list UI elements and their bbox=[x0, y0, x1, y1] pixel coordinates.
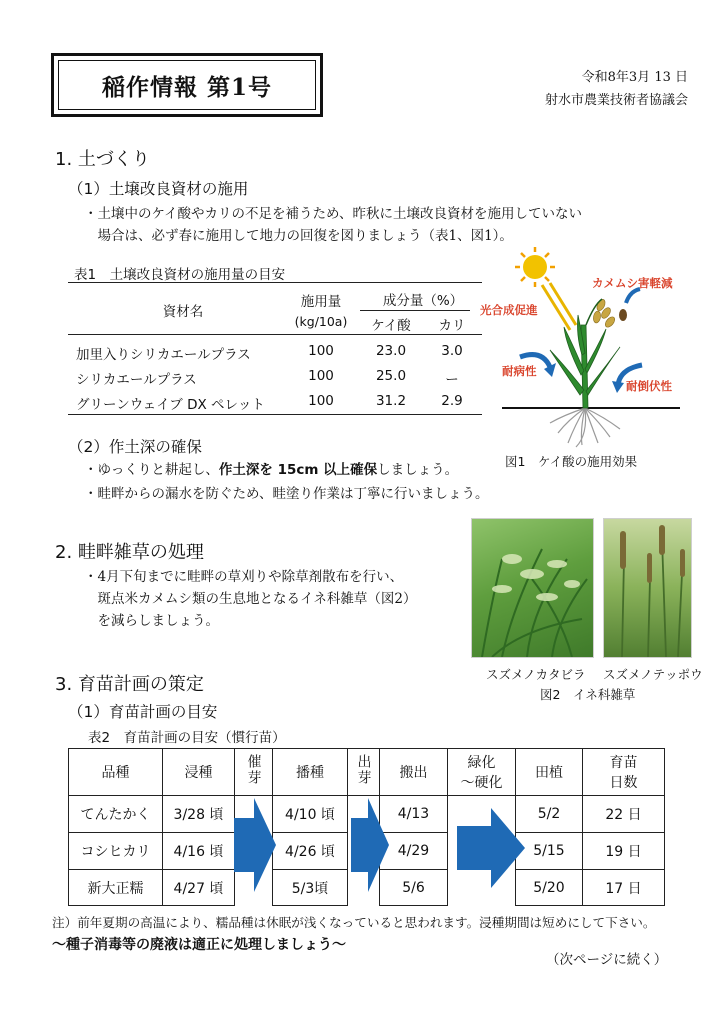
figure-1-caption: 図1 ケイ酸の施用効果 bbox=[505, 454, 638, 469]
table-2-cell-variety: コシヒカリ bbox=[69, 833, 163, 870]
table-2-header-emergence-text: 出芽 bbox=[355, 754, 372, 786]
table-1-header-name: 資材名 bbox=[162, 304, 204, 320]
table-2-header-days-line-1: 育苗 bbox=[609, 755, 638, 771]
label-lodging-resistance: 耐倒伏性 bbox=[626, 379, 672, 393]
weed-photo-annual-bluegrass bbox=[471, 518, 594, 658]
section-1-1-heading: （1）土壌改良資材の施用 bbox=[68, 180, 249, 198]
table-1-cell-name: グリーンウェイブ DX ペレット bbox=[76, 397, 265, 413]
section-1-2-heading: （2）作土深の確保 bbox=[68, 438, 202, 456]
section-1-1-line-1: ・土壌中のケイ酸やカリの不足を補うため、昨秋に土壌改良資材を施用していない bbox=[84, 206, 583, 222]
right-arrow-icon bbox=[230, 796, 280, 894]
table-1-cell-silicate: 31.2 bbox=[375, 393, 407, 409]
table-2-header-sowing: 播種 bbox=[273, 749, 348, 796]
section-1-heading: 1. 土づくり bbox=[55, 149, 150, 170]
table-2-header-sprouting bbox=[235, 749, 273, 796]
text-segment: しましょう。 bbox=[377, 462, 459, 478]
section-2-line-1: ・4月下旬までに畦畔の草刈りや除草剤散布を行い、 bbox=[84, 569, 404, 585]
table-2-header-transplant: 田植 bbox=[516, 749, 583, 796]
section-3-1-heading: （1）育苗計画の目安 bbox=[68, 703, 218, 721]
table-1-cell-name: シリカエールプラス bbox=[76, 372, 197, 388]
table-2-cell-moving: 5/6 bbox=[380, 870, 448, 906]
stink-bug-icon bbox=[619, 309, 627, 321]
table-2-header-row bbox=[69, 749, 665, 796]
table-2-cell-soaking: 4/16 頃 bbox=[163, 833, 235, 870]
table-1-cell-amount: 100 bbox=[308, 368, 334, 384]
title-box bbox=[51, 53, 323, 117]
section-1-2-line-2: ・畦畔からの漏水を防ぐため、畦塗り作業は丁寧に行いましょう。 bbox=[84, 486, 489, 502]
table-2-cell-moving: 4/13 bbox=[380, 796, 448, 833]
table-2-header-emergence bbox=[348, 749, 380, 796]
table-2-cell-sowing: 4/26 頃 bbox=[273, 833, 348, 870]
section-2-heading: 2. 畦畔雑草の処理 bbox=[55, 542, 204, 563]
table-1-cell-amount: 100 bbox=[308, 393, 334, 409]
table-2-cell-days: 22 日 bbox=[583, 796, 665, 833]
table-2-header-days-line-2: 日数 bbox=[609, 775, 638, 791]
photo-1-label: スズメノカタビラ bbox=[486, 667, 586, 682]
table-1-rule bbox=[68, 282, 482, 283]
table-2-header-greening-line-1: 緑化 bbox=[467, 755, 496, 771]
table-2-cell-days: 17 日 bbox=[583, 870, 665, 906]
table-1-header-silicate: ケイ酸 bbox=[371, 318, 411, 334]
figure-1 bbox=[480, 245, 700, 450]
section-3-heading: 3. 育苗計画の策定 bbox=[55, 674, 204, 695]
publisher: 射水市農業技術者協議会 bbox=[544, 93, 688, 108]
grass-photo-image bbox=[604, 519, 691, 657]
table-1-caption: 表1 土壌改良資材の施用量の目安 bbox=[74, 267, 286, 283]
emphasis-text: 作土深を 15cm 以上確保 bbox=[218, 462, 378, 478]
table-2-cell-sowing: 4/10 頃 bbox=[273, 796, 348, 833]
text-segment: ・ゆっくりと耕起し、 bbox=[84, 462, 219, 478]
table-2-header-moving: 搬出 bbox=[380, 749, 448, 796]
table-1-header-amount: 施用量 bbox=[300, 294, 342, 310]
right-arrow-icon bbox=[348, 796, 392, 894]
table-2-cell-transplant: 5/20 bbox=[516, 870, 583, 906]
label-photosynthesis: 光合成促進 bbox=[480, 303, 538, 317]
table-2-header-sprouting-text: 催芽 bbox=[245, 754, 262, 786]
table-1-header-components: 成分量（%） bbox=[382, 293, 464, 309]
table-1-cell-amount: 100 bbox=[308, 343, 334, 359]
table-1-cell-potash: 3.0 bbox=[441, 343, 463, 359]
figure-2-caption: 図2 イネ科雑草 bbox=[540, 687, 636, 702]
table-1-cell-potash: ー bbox=[445, 372, 459, 388]
grass-photo-image bbox=[472, 519, 593, 657]
note-text: 注）前年夏期の高温により、糯品種は休眠が浅くなっていると思われます。浸種期間は短めにして下さい。 bbox=[52, 915, 656, 930]
curved-arrow-icon bbox=[626, 289, 640, 303]
table-2-cell-soaking: 3/28 頃 bbox=[163, 796, 235, 833]
table-1-header-potash: カリ bbox=[438, 318, 466, 334]
table-2-cell-soaking: 4/27 頃 bbox=[163, 870, 235, 906]
table-2-cell-variety: てんたかく bbox=[69, 796, 163, 833]
right-arrow-icon bbox=[455, 806, 527, 890]
table-1-header-amount-unit: (kg/10a) bbox=[294, 314, 348, 329]
photo-2-label: スズメノテッポウ bbox=[603, 667, 703, 682]
table-2-header-greening bbox=[448, 749, 516, 796]
label-bug-damage: カメムシ害軽減 bbox=[592, 276, 673, 290]
table-1-rule bbox=[68, 414, 482, 415]
slogan-text: ～種子消毒等の廃液は適正に処理しましょう～ bbox=[52, 937, 346, 953]
sun-icon bbox=[515, 247, 555, 287]
table-1-cell-silicate: 23.0 bbox=[375, 343, 407, 359]
label-disease-resistance: 耐病性 bbox=[502, 364, 537, 378]
table-2-cell-sowing: 5/3頃 bbox=[273, 870, 348, 906]
table-2-cell-days: 19 日 bbox=[583, 833, 665, 870]
table-2-header-days bbox=[583, 749, 665, 796]
table-1-cell-name: 加里入りシリカエールプラス bbox=[76, 347, 251, 363]
section-2-line-3: を減らしましょう。 bbox=[84, 613, 219, 629]
table-1-cell-silicate: 25.0 bbox=[375, 368, 407, 384]
section-1-1-line-2: 場合は、必ず春に施用して地力の回復を図りましょう（表1、図1）。 bbox=[84, 228, 513, 244]
section-2-line-2: 斑点米カメムシ類の生息地となるイネ科雑草（図2） bbox=[84, 591, 417, 607]
table-2-caption: 表2 育苗計画の目安（慣行苗） bbox=[88, 730, 286, 746]
continued-text: （次ページに続く） bbox=[546, 952, 668, 968]
table-2-cell-moving: 4/29 bbox=[380, 833, 448, 870]
table-2-cell-transplant: 5/15 bbox=[516, 833, 583, 870]
table-2-header-greening-line-2: ～硬化 bbox=[460, 775, 503, 791]
section-1-2-line-1 bbox=[84, 459, 458, 481]
table-2-header-soaking: 浸種 bbox=[163, 749, 235, 796]
table-1-cell-potash: 2.9 bbox=[441, 393, 463, 409]
table-2-cell-transplant: 5/2 bbox=[516, 796, 583, 833]
table-2-header-variety: 品種 bbox=[69, 749, 163, 796]
page-title: 稲作情報 第1号 bbox=[101, 73, 272, 101]
table-1 bbox=[68, 286, 482, 414]
table-2-cell-variety: 新大正糯 bbox=[69, 870, 163, 906]
weed-photo-water-foxtail bbox=[603, 518, 692, 658]
issue-date: 令和8年3月 13 日 bbox=[581, 70, 688, 85]
